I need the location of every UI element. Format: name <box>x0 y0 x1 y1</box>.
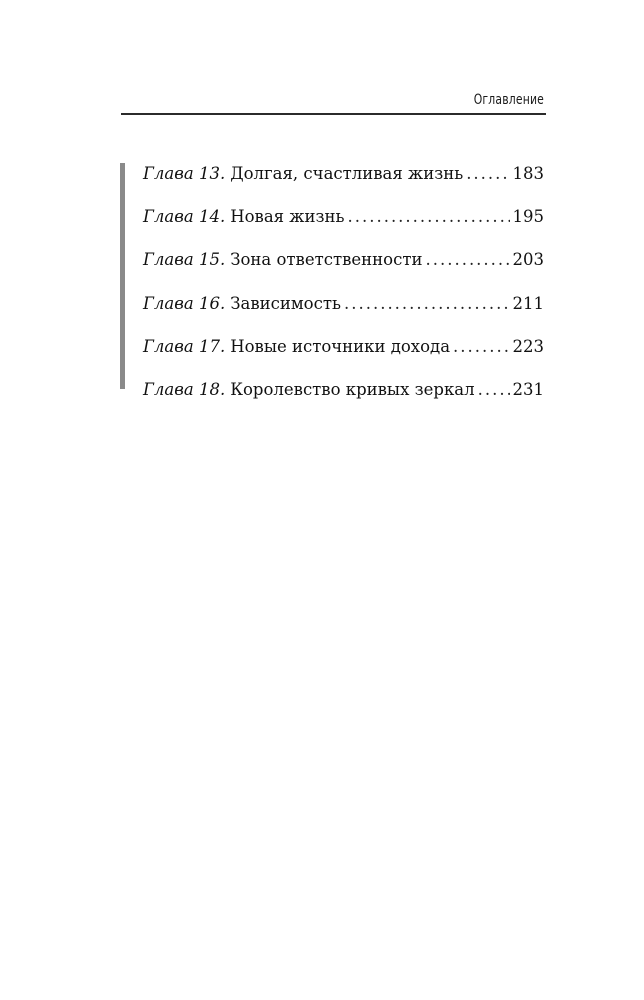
header-rule <box>121 113 546 115</box>
margin-bar <box>120 163 125 389</box>
toc-entry <box>143 290 544 333</box>
chapter-title: Долгая, счастливая жизнь <box>230 164 464 183</box>
page-number: 211 <box>512 293 544 313</box>
running-head: Оглавление <box>473 92 544 108</box>
page-number: 231 <box>512 379 544 399</box>
chapter-number: Глава 17. <box>143 336 226 356</box>
toc-entry <box>143 203 544 246</box>
chapter-title: Зона ответственности <box>230 250 423 270</box>
chapter-title: Королевство кривых зеркал <box>230 379 475 399</box>
toc-entry <box>143 376 544 419</box>
dot-leader <box>478 376 510 404</box>
chapter-title: Зависимость <box>230 293 341 313</box>
chapter-title: Новые источники дохода <box>230 336 451 356</box>
dot-leader <box>347 203 509 231</box>
page-number: 203 <box>512 250 544 270</box>
page-number: 183 <box>512 164 544 183</box>
dot-leader <box>425 246 509 274</box>
chapter-number: Глава 15. <box>143 250 226 270</box>
table-of-contents <box>143 160 544 419</box>
chapter-number: Глава 14. <box>143 207 226 227</box>
dot-leader <box>453 333 509 361</box>
toc-entry <box>143 160 544 203</box>
dot-leader <box>466 160 509 188</box>
chapter-number: Глава 18. <box>143 379 226 399</box>
toc-entry <box>143 246 544 289</box>
chapter-title: Новая жизнь <box>230 207 345 227</box>
chapter-number: Глава 13. <box>143 164 226 183</box>
chapter-number: Глава 16. <box>143 293 226 313</box>
dot-leader <box>344 290 510 318</box>
toc-entry <box>143 333 544 376</box>
page-number: 195 <box>512 207 544 227</box>
page-number: 223 <box>512 336 544 356</box>
